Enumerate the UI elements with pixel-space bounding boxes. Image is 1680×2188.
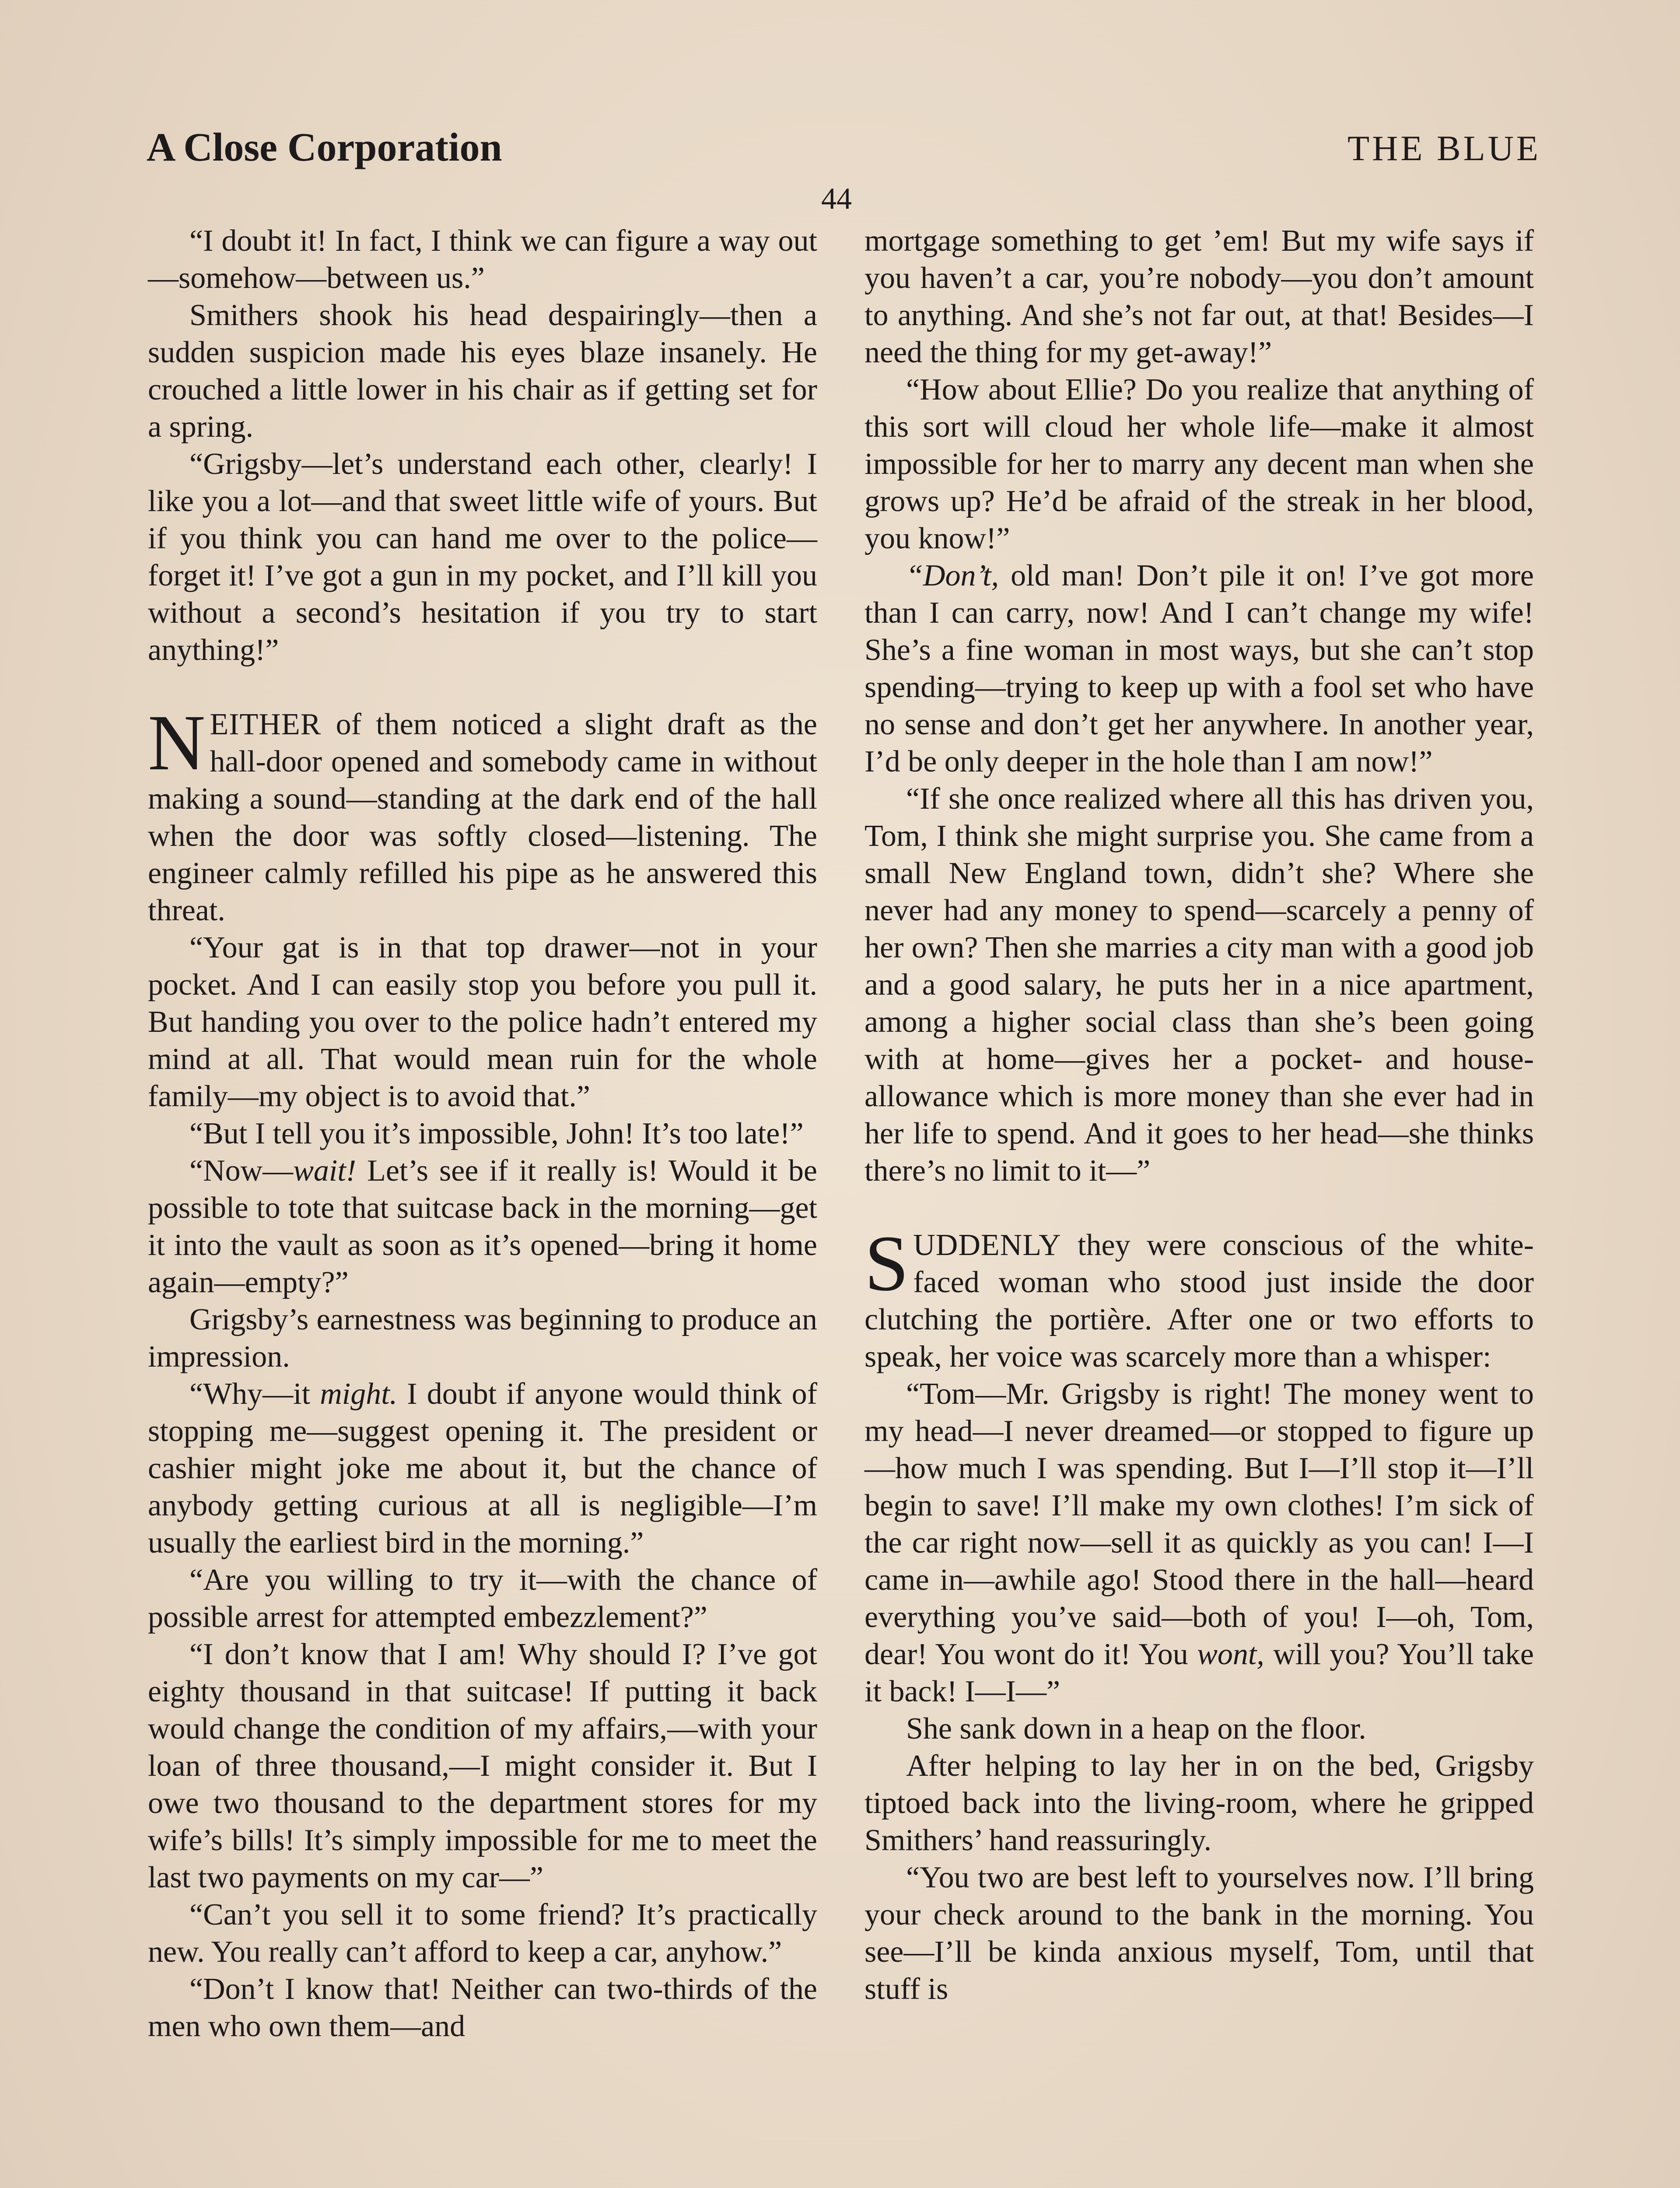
paragraph-with-drop-cap [864, 1220, 1534, 1375]
paragraph: “But I tell you it’s impossible, John! It’s too late!” [189, 1117, 804, 1150]
emphasis-text: wait! [293, 1154, 357, 1188]
paragraph: “I don’t know that I am! Why should I? I’ve got eighty thousand in that suitcase! If putting it back would change the condition of my affairs,—with your loan of three thousand,—I might consider it. But I owe two thousand to the department stores for my wife’s bills! It’s simply impossible for me to meet the last two payments on my car—” [148, 1637, 817, 1894]
paragraph: “Don’t I know that! Neither can two-thirds of the men who own them—and [148, 1972, 817, 2043]
drop-cap: N [148, 699, 206, 787]
drop-cap: S [864, 1220, 909, 1308]
section-break [864, 1189, 1534, 1227]
paragraph-with-drop-cap [148, 699, 817, 929]
paragraph: Smithers shook his head despairingly—then a sudden suspicion made his eyes blaze insanely. He crouched a little lower in his chair as if getting set for a spring. [148, 298, 817, 444]
paragraph-text: old man! Don’t pile it on! I’ve got more than I can carry, now! And I can’t change my wife! She’s a fine woman in most ways, but she can’t stop spending—trying to keep up with a fool set who have no sense and don’t get her anywhere. In another year, I’d be only deeper in the hole than I am now!” [864, 559, 1534, 778]
paragraph-continued: mortgage something to get ’em! But my wife says if you haven’t a car, you’re nobody—you don’t amount to anything. And she’s not far out, at that! Besides—I need the thing for my get-away!” [864, 224, 1534, 369]
emphasis-text: “Don’t, [906, 559, 999, 593]
paragraph: “How about Ellie? Do you realize that anything of this sort will cloud her whole life—make it almost impossible for her to marry any decent man when she grows up? He’d be afraid of the streak in her blood, you know!” [864, 373, 1534, 555]
paragraph: After helping to lay her in on the bed, Grigsby tiptoed back into the living-room, where he gripped Smithers’ hand reassuringly. [864, 1749, 1534, 1857]
paragraph: “If she once realized where all this has driven you, Tom, I think she might surprise you. She came from a small New England town, didn’t she? Where she never had any money to spend—scarcely a penny of her own? Then she marries a city man with a good job and a good salary, he puts her in a nice apartment, among a higher social class than she’s been going with at home—gives her a pocket- and house-allowance which is more money than she ever had in her life to spend. And it goes to her head—she thinks there’s no limit to it—” [864, 782, 1534, 1188]
right-column [864, 222, 1534, 2008]
lead-in-caps: EITHER [210, 708, 322, 741]
paragraph-text: Let’s see if it really is! Would it be possible to tote that suitcase back in the morning—get it into the vault as soon as it’s opened—bring it home again—empty?” [148, 1154, 817, 1299]
paragraph: “Your gat is in that top drawer—not in your pocket. And I can easily stop you before you pull it. But handing you over to the police hadn’t entered my mind at all. That would mean ruin for the whole family—my object is to avoid that.” [148, 931, 817, 1113]
paragraph: “Can’t you sell it to some friend? It’s practically new. You really can’t afford to keep a car, anyhow.” [148, 1898, 817, 1969]
paragraph-text: “Why—it [189, 1377, 320, 1411]
paragraph: “Are you willing to try it—with the chance of possible arrest for attempted embezzlement?” [148, 1563, 817, 1634]
paragraph: “You two are best left to yourselves now. I’ll bring your check around to the bank in the morning. You see—I’ll be kinda anxious myself, Tom, until that stuff is [864, 1861, 1534, 2006]
paragraph-text: “Now— [189, 1154, 294, 1188]
paragraph: She sank down in a heap on the floor. [906, 1712, 1366, 1746]
emphasis-text: wont, [1197, 1637, 1264, 1671]
paragraph-text: will you? You’ll take it back! I—I—” [864, 1637, 1534, 1708]
paragraph-text: of them noticed a slight draft as the hall-door opened and somebody came in without making a sound—standing at the dark end of the hall when the door was softly closed—listening. The engineer calmly refilled his pipe as he answered this threat. [148, 708, 817, 927]
left-column [148, 222, 817, 2045]
lead-in-caps: UDDENLY [913, 1228, 1061, 1262]
paragraph [148, 1152, 817, 1301]
paragraph [864, 1375, 1534, 1710]
emphasis-text: might. [320, 1377, 398, 1411]
paragraph [148, 1375, 817, 1561]
paragraph-text: I doubt if anyone would think of stopping me—suggest opening it. The president or cashier might joke me about it, but the chance of anybody getting curious at all is negligible—I’m usually the earliest bird in the morning.” [148, 1377, 817, 1560]
paragraph-text: “Tom—Mr. Grigsby is right! The money went to my head—I never dreamed—or stopped to figure up—how much I was spending. But I—I’ll stop it—I’ll begin to save! I’ll make my own clothes! I’m sick of the car right now—sell it as quickly as you can! I—I came in—awhile ago! Stood there in the hall—heard everything you’ve said—both of you! I—oh, Tom, dear! You wont do it! You [864, 1377, 1534, 1671]
paragraph: Grigsby’s earnestness was beginning to produce an impression. [148, 1303, 817, 1374]
magazine-name: THE BLUE [1348, 128, 1541, 168]
section-break [148, 669, 817, 706]
paragraph [864, 557, 1534, 780]
running-title: A Close Corporation [147, 125, 502, 169]
paragraph-text: they were conscious of the white-faced woman who stood just inside the door clutching the portière. After one or two efforts to speak, her voice was scarcely more than a whisper: [864, 1228, 1534, 1374]
paragraph: “I doubt it! In fact, I think we can figure a way out—somehow—between us.” [148, 224, 817, 295]
paragraph: “Grigsby—let’s understand each other, clearly! I like you a lot—and that sweet little wife of yours. But if you think you can hand me over to the police—forget it! I’ve got a gun in my pocket, and I’ll kill you without a second’s hesitation if you try to start anything!” [148, 447, 817, 667]
page-number: 44 [821, 182, 852, 216]
